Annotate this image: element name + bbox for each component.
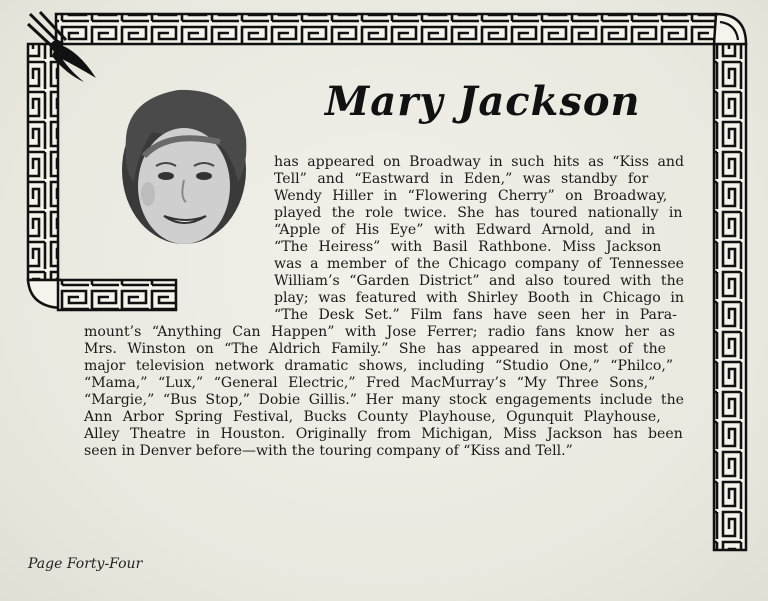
bio-line: “Apple of His Eye” with Edward Arnold, and in — [274, 222, 656, 238]
portrait-photo — [108, 78, 260, 250]
bio-line: seen in Denver before—with the touring company of “Kiss and Tell.” — [84, 443, 573, 459]
bio-line: “Mama,” “Lux,” “General Electric,” Fred MacMurray’s “My Three Sons,” — [84, 375, 656, 391]
bio-line: “Margie,” “Bus Stop,” Dobie Gillis.” Her many stock engagements include the — [84, 392, 684, 408]
bio-line: was a member of the Chicago company of Tennessee — [274, 256, 684, 272]
bio-line: major television network dramatic shows, including “Studio One,” “Philco,” — [84, 358, 674, 374]
bio-line: Alley Theatre in Houston. Originally from Michigan, Miss Jackson has been — [84, 426, 683, 442]
bio-line: Wendy Hiller in “Flowering Cherry” on Broadway, — [274, 188, 668, 204]
bio-line: Mrs. Winston on “The Aldrich Family.” She has appeared in most of the — [84, 341, 666, 357]
bio-line: “The Heiress” with Basil Rathbone. Miss Jackson — [274, 239, 662, 255]
bio-line: play; was featured with Shirley Booth in Chicago in — [274, 290, 684, 306]
bio-line: “The Desk Set.” Film fans have seen her in Para- — [274, 307, 677, 323]
bio-line: played the role twice. She has toured nationally in — [274, 205, 683, 221]
bio-line: mount’s “Anything Can Happen” with Jose Ferrer; radio fans know her as — [84, 324, 675, 340]
bio-line: has appeared on Broadway in such hits as “Kiss and — [274, 154, 684, 170]
bio-line: Tell” and “Eastward in Eden,” was standby for — [274, 171, 649, 187]
page-number: Page Forty-Four — [28, 556, 143, 572]
bio-line: William’s “Garden District” and also toured with the — [274, 273, 684, 289]
page-title: Mary Jackson — [325, 78, 641, 125]
bio-line: Ann Arbor Spring Festival, Bucks County Playhouse, Ogunquit Playhouse, — [84, 409, 661, 425]
